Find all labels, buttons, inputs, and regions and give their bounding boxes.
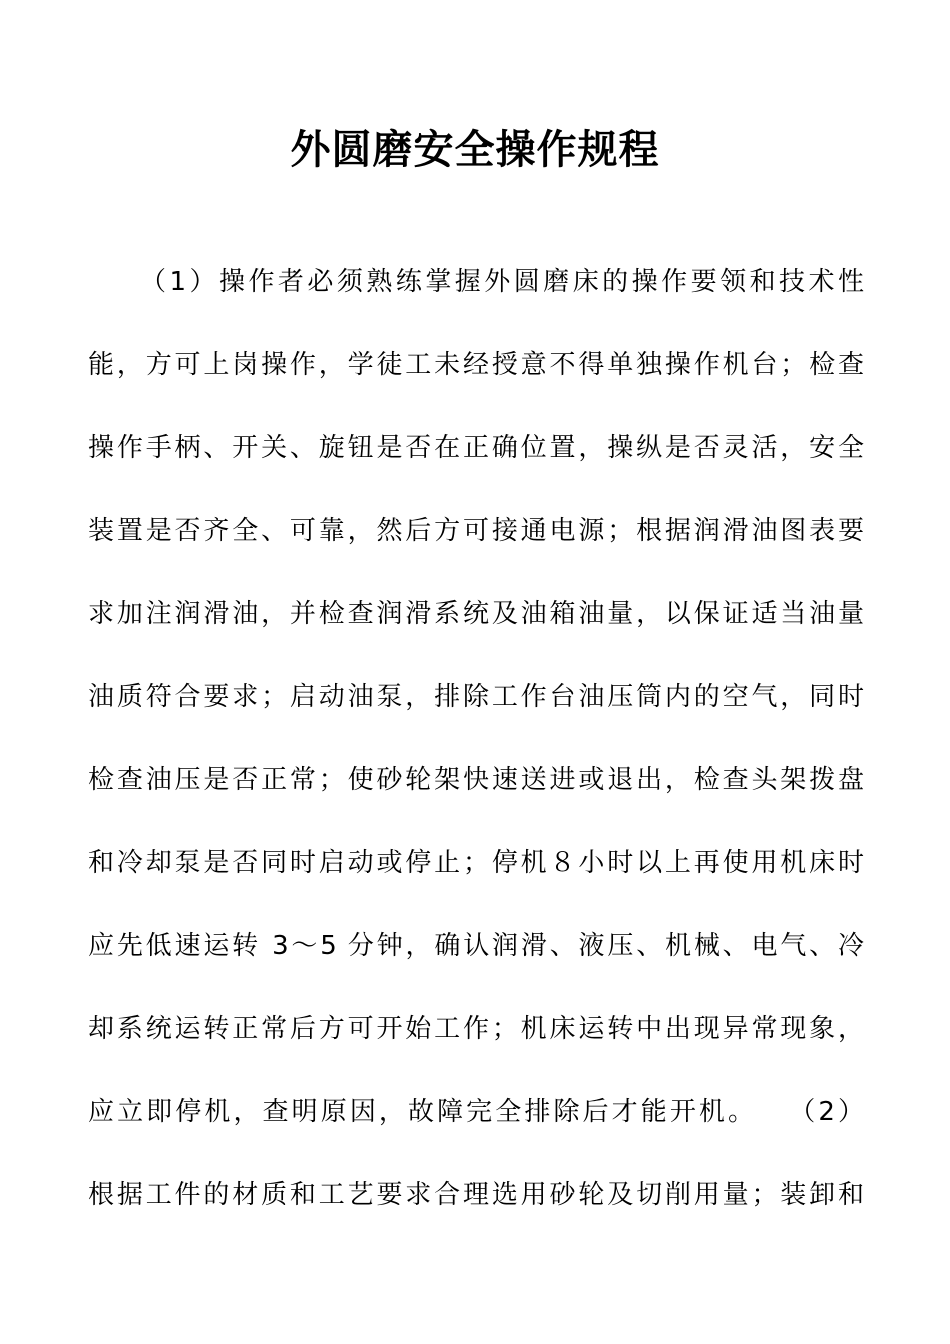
body-line: 检查油压是否正常；使砂轮架快速送进或退出，检查头架拨盘 [88,765,864,795]
body-line: 求加注润滑油，并检查润滑系统及油箱油量，以保证适当油量 [88,599,864,629]
body-line: 根据工件的材质和工艺要求合理选用砂轮及切削用量；装卸和 [88,1180,864,1210]
body-line: 和冷却泵是否同时启动或停止；停机８小时以上再使用机床时 [88,848,864,878]
body-line: 装置是否齐全、可靠，然后方可接通电源；根据润滑油图表要 [88,516,864,546]
body-line: 应先低速运转 3～5 分钟，确认润滑、液压、机械、电气、冷 [88,931,864,961]
document-body [88,268,864,1264]
document-title: 外圆磨安全操作规程 [290,127,660,173]
body-line: 操作手柄、开关、旋钮是否在正确位置，操纵是否灵活，安全 [88,433,864,463]
body-line: 却系统运转正常后方可开始工作；机床运转中出现异常现象， [88,1014,864,1044]
body-line: 油质符合要求；启动油泵，排除工作台油压筒内的空气，同时 [88,682,864,712]
body-line: 能，方可上岗操作，学徒工未经授意不得单独操作机台；检查 [88,350,864,380]
body-line: 应立即停机，查明原因，故障完全排除后才能开机。 （2） [88,1097,864,1127]
body-line: （1）操作者必须熟练掌握外圆磨床的操作要领和技术性 [140,267,864,297]
